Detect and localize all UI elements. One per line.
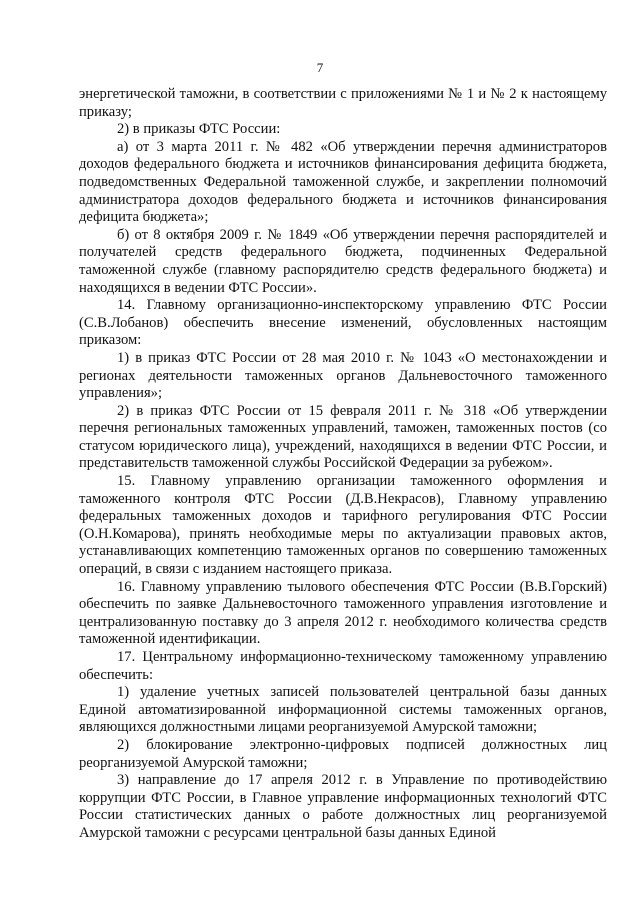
paragraph-16: 16. Главному управлению тылового обеспечения ФТС России (В.В.Горский) обеспечить по заявке Дальневосточного таможенного управления изготовление и централизованную поставку до 3 апреля 2012 г. необходимого количества средств таможенной идентификации. <box>79 578 607 648</box>
paragraph-14-item-2: 2) в приказ ФТС России от 15 февраля 2011 г. № 318 «Об утверждении перечня региональных таможенных управлений, таможен, таможенных постов (со статусом юридического лица), учреждений, находящихся в ведении ФТС России, и представительств таможенной службы Российской Федерации за рубежом». <box>79 402 607 472</box>
page-number: 7 <box>316 60 324 75</box>
document-body <box>79 86 607 843</box>
paragraph-17-item-3: 3) направление до 17 апреля 2012 г. в Управление по противодействию коррупции ФТС России, в Главное управление информационных технологий ФТС России статистических данных о работе должностных лиц реорганизуемой Амурской таможни с ресурсами центральной базы данных Единой <box>79 772 607 841</box>
paragraph-item-b: б) от 8 октября 2009 г. № 1849 «Об утверждении перечня распорядителей и получателей средств федерального бюджета, подчиненных Федеральной таможенной службе (главному распорядителю средств федерального бюджета) и находящихся в ведении ФТС России». <box>79 226 607 296</box>
paragraph-item-2: 2) в приказы ФТС России: <box>117 121 281 138</box>
paragraph-item-a: а) от 3 марта 2011 г. № 482 «Об утверждении перечня администраторов доходов федерального бюджета и источников финансирования дефицита бюджета, подведомственных Федеральной таможенной службе, и закреплении полномочий администратора доходов федерального бюджета и источников финансирования дефицита бюджета»; <box>79 138 607 226</box>
paragraph-14: 14. Главному организационно-инспекторскому управлению ФТС России (С.В.Лобанов) обеспечить внесение изменений, обусловленных настоящим приказом: <box>79 297 607 349</box>
paragraph-17-item-2: 2) блокирование электронно-цифровых подписей должностных лиц реорганизуемой Амурской таможни; <box>79 736 607 771</box>
paragraph-14-item-1: 1) в приказ ФТС России от 28 мая 2010 г. № 1043 «О местонахождении и регионах деятельности таможенных органов Дальневосточного таможенного управления»; <box>79 349 607 402</box>
paragraph-continuation: энергетической таможни, в соответствии с приложениями № 1 и № 2 к настоящему приказу; <box>79 86 607 120</box>
paragraph-17: 17. Центральному информационно-техническому таможенному управлению обеспечить: <box>79 649 607 683</box>
paragraph-15: 15. Главному управлению организации таможенного оформления и таможенного контроля ФТС России (Д.В.Некрасов), Главному управлению федеральных таможенных доходов и тарифного регулирования ФТС России (О.Н.Комарова), принять необходимые меры по актуализации правовых актов, устанавливающих компетенцию таможенных органов по совершению таможенных операций, в связи с изданием настоящего приказа. <box>79 473 607 578</box>
paragraph-17-item-1: 1) удаление учетных записей пользователей центральной базы данных Единой автоматизированной информационной системы таможенных органов, являющихся должностными лицами реорганизуемой Амурской таможни; <box>79 684 607 736</box>
